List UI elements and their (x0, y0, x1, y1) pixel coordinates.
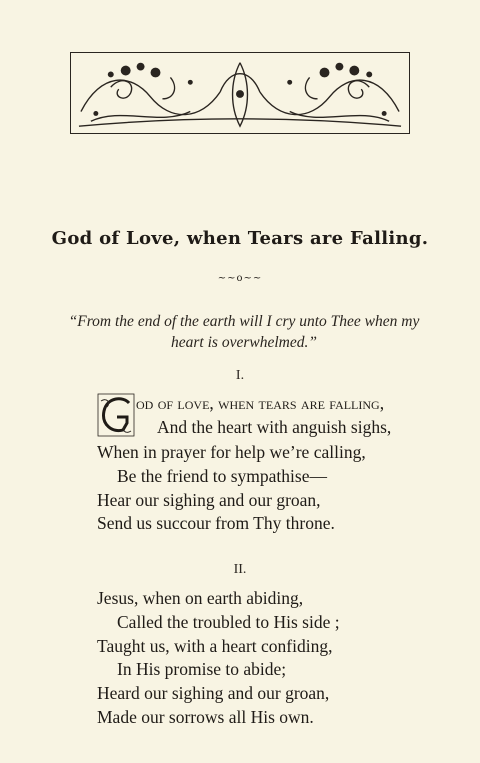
ornamental-g-icon (97, 393, 135, 437)
verse-line: Send us succour from Thy throne. (97, 513, 335, 533)
epigraph-line: “From the end of the earth will I cry unto Thee when my (68, 313, 420, 330)
poem-title: God of Love, when Tears are Falling. (51, 228, 429, 249)
scroll-ornament-icon (71, 53, 409, 133)
verse-line: Made our sorrows all His own. (97, 707, 314, 727)
title-ornament: ~~o~~ (217, 273, 263, 284)
verse-line: Be the friend to sympathise— (117, 466, 327, 486)
verse-line: Jesus, when on earth abiding, (97, 588, 304, 608)
drop-cap (97, 393, 135, 437)
epigraph (44, 311, 444, 353)
verse-line: od of love, when tears are falling, (136, 393, 385, 413)
verse-line: And the heart with anguish sighs, (157, 417, 392, 437)
verse-line: In His promise to abide; (117, 659, 287, 679)
verse-line: Taught us, with a heart confiding, (97, 636, 333, 656)
decorative-headpiece (70, 52, 410, 134)
verse-line: Heard our sighing and our groan, (97, 683, 330, 703)
epigraph-line: heart is overwhelmed.” (171, 334, 317, 351)
verse-line: Called the troubled to His side ; (117, 612, 340, 632)
stanza-numeral: I. (235, 368, 245, 383)
verse-line: When in prayer for help we’re calling, (97, 442, 366, 462)
verse-line: Hear our sighing and our groan, (97, 490, 321, 510)
stanza-numeral: II. (233, 562, 247, 577)
